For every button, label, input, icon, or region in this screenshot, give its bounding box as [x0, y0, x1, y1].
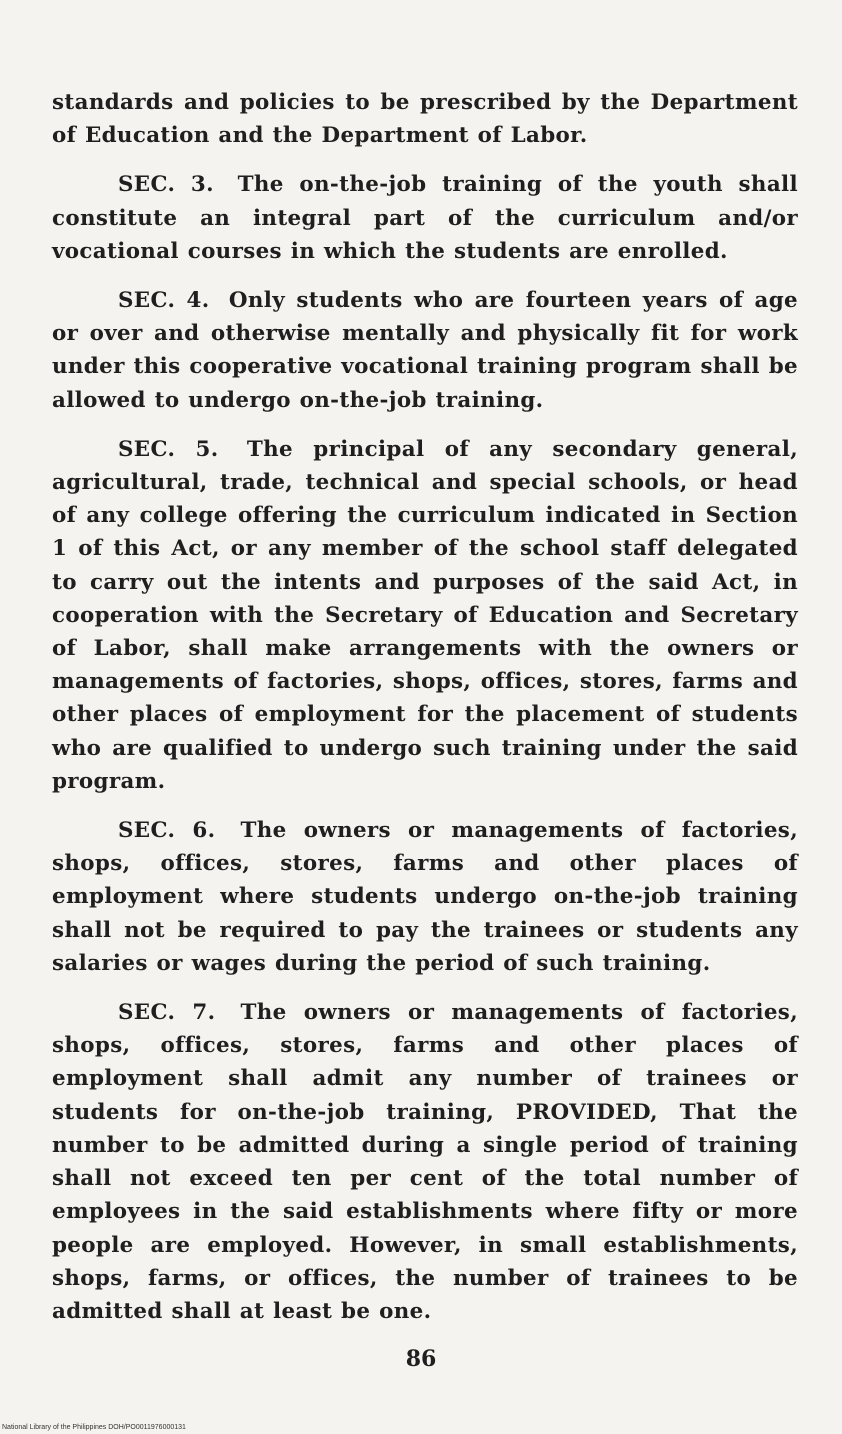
section-label: SEC. 3. [118, 172, 214, 198]
page-number: 86 [405, 1346, 437, 1372]
section-label: SEC. 5. [118, 436, 219, 462]
section-5-paragraph [52, 433, 798, 798]
paragraph-text: The owners or managements of factories, shops, offices, stores, farms and other places of employment shall admit any number of trainees or students for on-the-job training, PROVIDED, That the number to be admitted during a single period of training shall not exceed ten per cent of the total number of employees in the said establishments where fifty or more people are employed. However, in small establishments, shops, farms, or offices, the number of trainees to be admitted shall at least be one. [52, 1000, 798, 1324]
section-label: SEC. 4. [118, 288, 210, 314]
paragraph-text: The on-the-job training of the youth shall constitute an integral part of the curriculum and/or vocational courses in which the students are enrolled. [52, 172, 798, 264]
paragraph-text: standards and policies to be prescribed by the Department of Education and the Department of Labor. [52, 90, 798, 149]
section-7-paragraph [52, 996, 798, 1328]
section-3-paragraph [52, 168, 798, 268]
paragraph-text: The owners or managements of factories, shops, offices, stores, farms and other places of employment where students undergo on-the-job training shall not be required to pay the trainees or students any salaries or wages during the period of such training. [52, 818, 798, 976]
section-6-paragraph [52, 814, 798, 980]
paragraph-text: Only students who are fourteen years of age or over and otherwise mentally and physically fit for work under this cooperative vocational training program shall be allowed to undergo on-the-job training. [52, 288, 798, 413]
document-body [52, 86, 798, 1328]
section-label: SEC. 7. [118, 1000, 216, 1026]
continuation-paragraph [52, 86, 798, 152]
footer-credit: National Library of the Philippines DOH/PO0011976000131 [2, 1424, 186, 1431]
section-4-paragraph [52, 284, 798, 417]
section-label: SEC. 6. [118, 818, 216, 844]
paragraph-text: The principal of any secondary general, agricultural, trade, technical and special schools, or head of any college offering the curriculum indicated in Section 1 of this Act, or any member of the school staff delegated to carry out the intents and purposes of the said Act, in cooperation with the Secretary of Education and Secretary of Labor, shall make arrangements with the owners or managements of factories, shops, offices, stores, farms and other places of employment for the placement of students who are qualified to undergo such training under the said program. [52, 436, 798, 794]
